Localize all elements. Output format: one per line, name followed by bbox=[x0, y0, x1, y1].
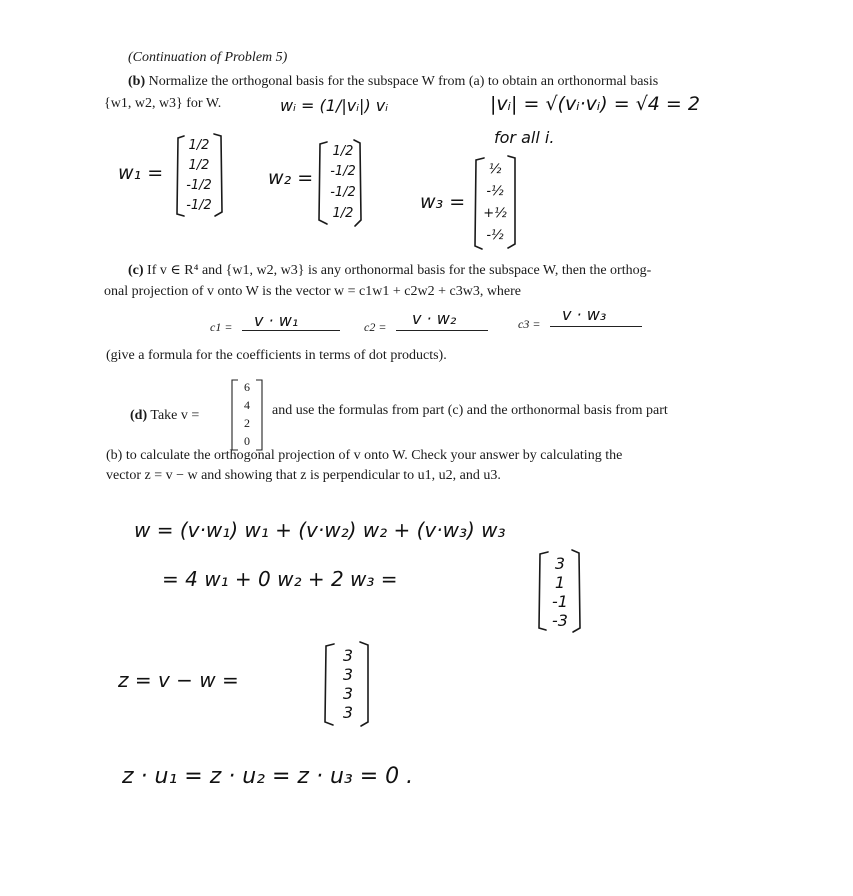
part-c-line2: onal projection of v onto W is the vector w = c1w1 + c2w2 + c3w3, where bbox=[104, 284, 522, 299]
w-result-entry: 1 bbox=[554, 573, 566, 592]
w1-left-bracket bbox=[177, 136, 184, 216]
w2-label: w₂ = bbox=[268, 167, 314, 189]
w3-entry: -½ bbox=[486, 184, 504, 199]
part-d-take-text: Take v = bbox=[150, 408, 200, 423]
c2-label: c2 = bbox=[364, 320, 387, 334]
perpendicular-check: z · u₁ = z · u₂ = z · u₃ = 0 . bbox=[122, 764, 414, 789]
w3-label: w₃ = bbox=[420, 191, 466, 213]
w1-label: w₁ = bbox=[118, 162, 164, 184]
part-c-label: (c) bbox=[128, 263, 144, 278]
z-definition: z = v − w = bbox=[118, 668, 239, 692]
w3-left-bracket bbox=[475, 158, 484, 249]
z-result-left-bracket bbox=[325, 644, 334, 725]
w-result-entry: 3 bbox=[554, 554, 566, 573]
z-result-entry: 3 bbox=[342, 703, 354, 722]
w2-entry: 1/2 bbox=[332, 144, 354, 159]
part-d-after: and use the formulas from part (c) and the orthonormal basis from part bbox=[272, 403, 668, 418]
part-c-text: If v ∈ R⁴ and {w1, w2, w3} is any orthonormal basis for the subspace W, then the orthog- bbox=[147, 263, 652, 278]
w-result-left-bracket bbox=[539, 552, 548, 630]
part-d-line3: vector z = v − w and showing that z is perpendicular to u1, u2, and u3. bbox=[106, 468, 501, 483]
projection-substitution: = 4 w₁ + 0 w₂ + 2 w₃ = bbox=[162, 567, 398, 591]
w2-entry: -1/2 bbox=[330, 164, 356, 179]
w3-entry: -½ bbox=[486, 228, 504, 243]
c1-label: c1 = bbox=[210, 320, 233, 334]
w2-entry: -1/2 bbox=[330, 185, 356, 200]
c3-label: c3 = bbox=[518, 317, 541, 331]
part-b-line2: {w1, w2, w3} for W. bbox=[104, 96, 222, 111]
v-entry: 6 bbox=[244, 380, 250, 394]
w-result-entry: -1 bbox=[552, 592, 568, 611]
part-d-line2: (b) to calculate the orthogonal projection of v onto W. Check your answer by calculating the bbox=[106, 448, 623, 463]
continuation-heading: (Continuation of Problem 5) bbox=[128, 50, 288, 65]
w-result-entry: -3 bbox=[552, 611, 568, 630]
c2-answer: v · w₂ bbox=[412, 309, 457, 328]
w1-right-bracket bbox=[214, 134, 222, 216]
part-b-text: Normalize the orthogonal basis for the subspace W from (a) to obtain an orthonormal basis bbox=[148, 74, 659, 89]
w1-entry: -1/2 bbox=[186, 198, 212, 213]
v-right-bracket bbox=[256, 380, 262, 450]
c3-answer: v · w₃ bbox=[562, 305, 607, 324]
part-d-label: (d) bbox=[130, 408, 148, 423]
w3-right-bracket bbox=[508, 156, 515, 248]
w2-left-bracket bbox=[319, 142, 327, 224]
v-entry: 2 bbox=[244, 416, 250, 430]
for-all-note: for all i. bbox=[494, 128, 555, 147]
w3-entry: +½ bbox=[483, 206, 507, 221]
w2-entry: 1/2 bbox=[332, 206, 354, 221]
part-b-label: (b) bbox=[128, 74, 146, 89]
z-result-entry: 3 bbox=[342, 684, 354, 703]
projection-formula: w = (v·w₁) w₁ + (v·w₂) w₂ + (v·w₃) w₃ bbox=[134, 518, 506, 542]
w2-right-bracket bbox=[354, 140, 361, 226]
w-result-right-bracket bbox=[572, 550, 580, 632]
w1-entry: 1/2 bbox=[188, 138, 210, 153]
c1-answer: v · w₁ bbox=[254, 311, 299, 330]
part-c-note: (give a formula for the coefficients in terms of dot products). bbox=[106, 348, 447, 363]
z-result-right-bracket bbox=[360, 642, 368, 726]
v-left-bracket bbox=[232, 380, 238, 450]
v-entry: 4 bbox=[244, 398, 250, 412]
z-result-entry: 3 bbox=[342, 665, 354, 684]
v-entry: 0 bbox=[244, 434, 250, 448]
normalize-formula: wᵢ = (1/|vᵢ|) vᵢ bbox=[280, 96, 389, 115]
w3-entry: ½ bbox=[488, 162, 502, 177]
norm-computation: |vᵢ| = √(vᵢ·vᵢ) = √4 = 2 bbox=[490, 93, 700, 115]
z-result-entry: 3 bbox=[342, 646, 354, 665]
w1-entry: -1/2 bbox=[186, 178, 212, 193]
w1-entry: 1/2 bbox=[188, 158, 210, 173]
